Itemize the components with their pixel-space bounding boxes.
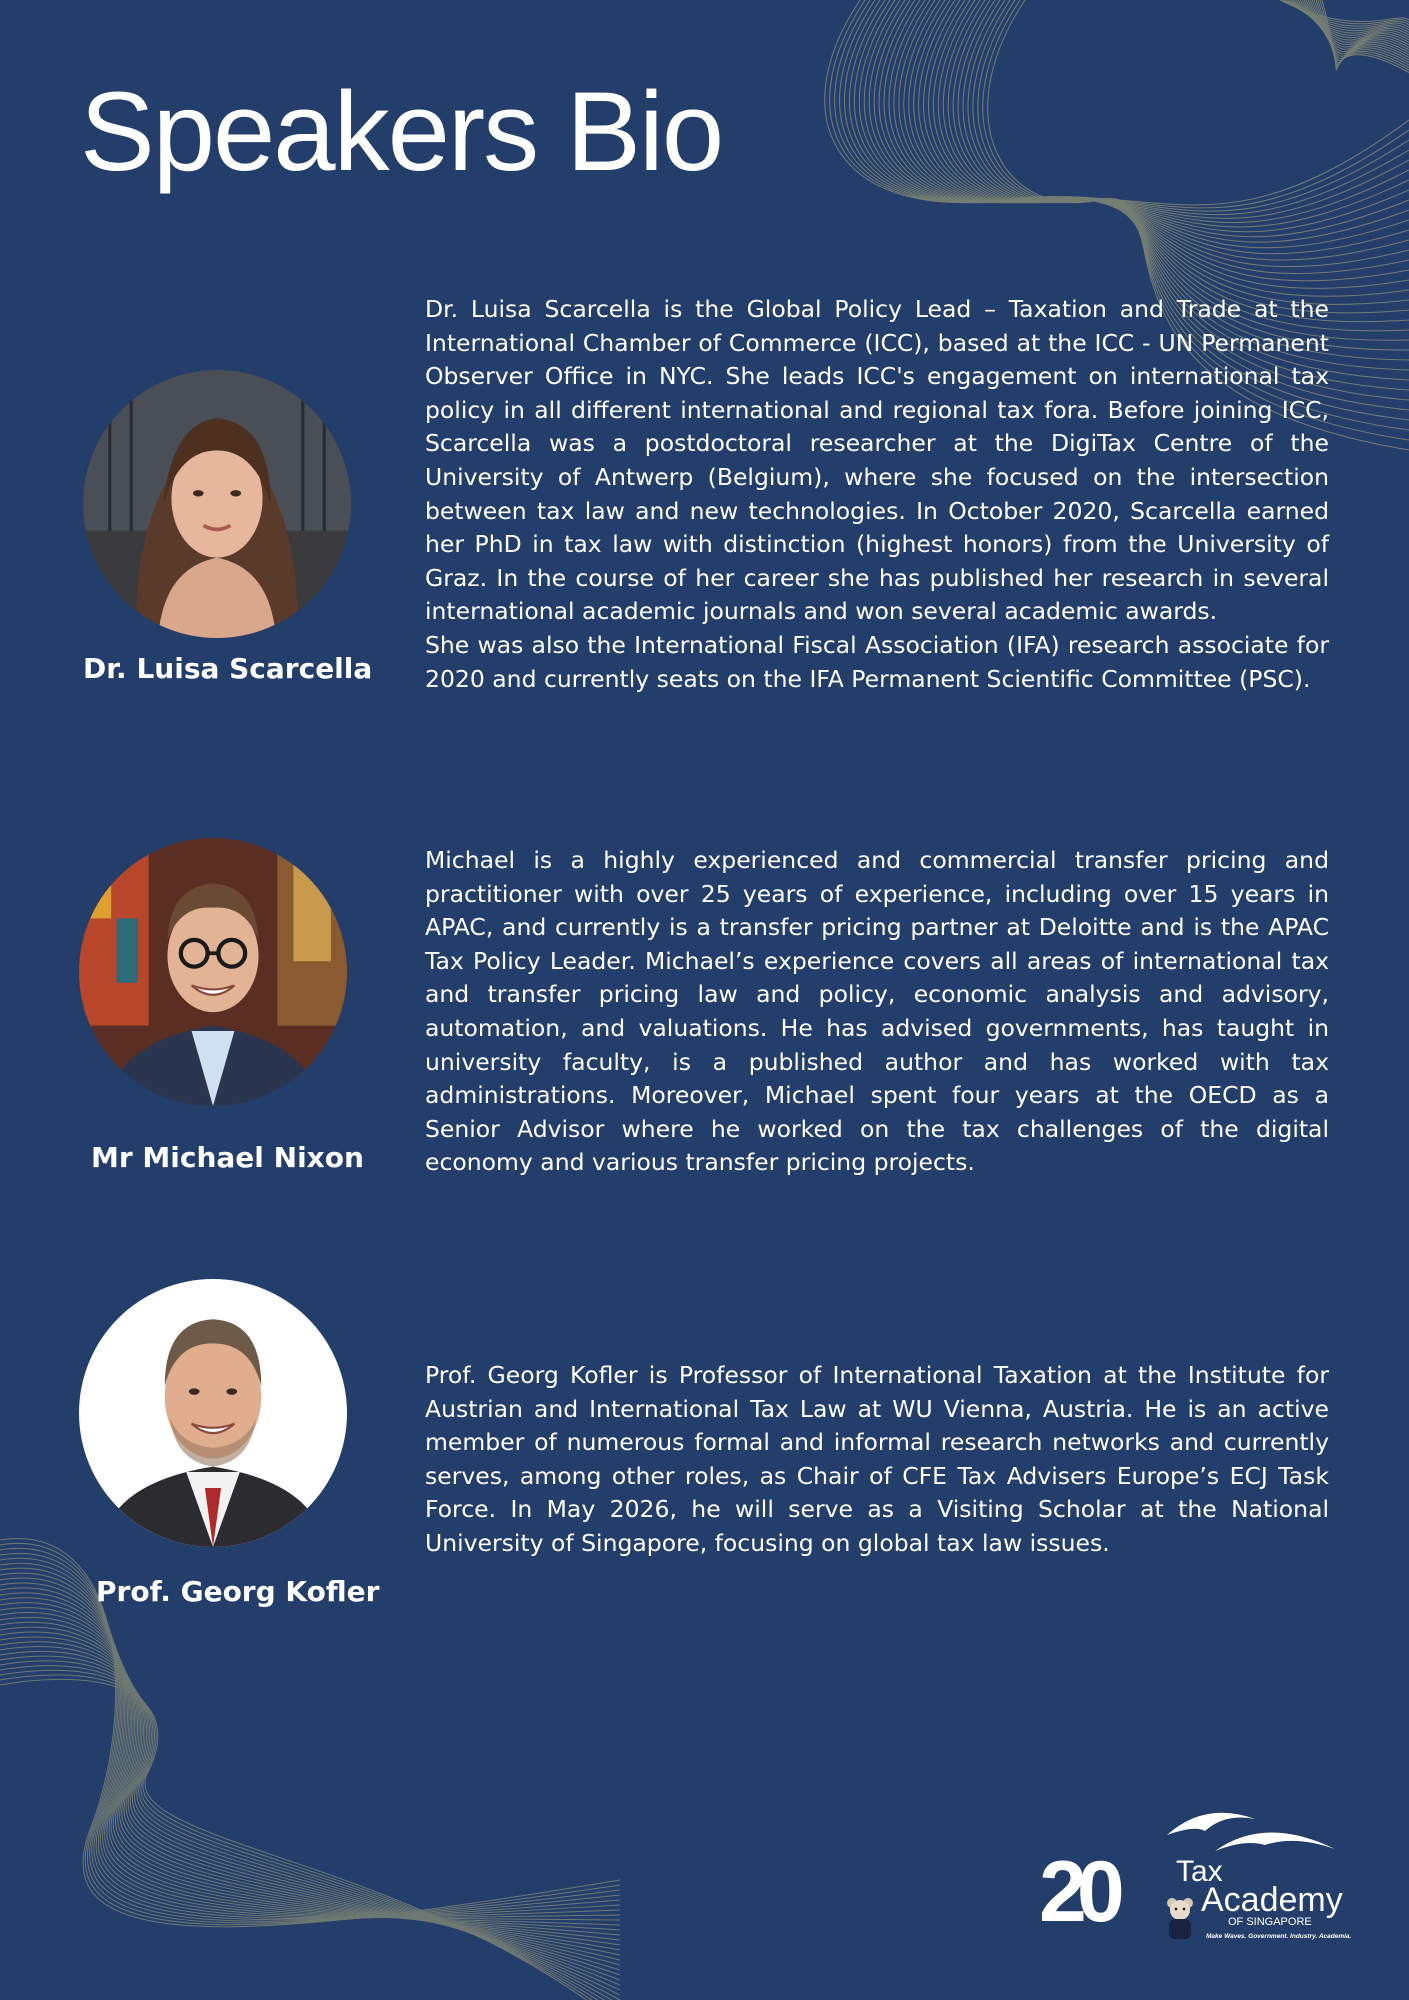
logo-line-academy: Academy bbox=[1201, 1881, 1343, 1919]
speaker-bio bbox=[425, 1359, 1329, 1561]
speaker-name: Prof. Georg Kofler bbox=[96, 1575, 380, 1608]
wave-bird-icon bbox=[1165, 1805, 1345, 1861]
bio-paragraph: Prof. Georg Kofler is Professor of International Taxation at the Institute for Austrian and International Tax Law at WU Vienna, Austria. He is an active member of numerous formal and informal research networks and currently serves, among other roles, as Chair of CFE Tax Advisers Europe’s ECJ Task Force. In May 2026, he will serve as a Visiting Scholar at the National University of Singapore, focusing on global tax law issues. bbox=[425, 1361, 1329, 1557]
bio-paragraph: Michael is a highly experienced and commercial transfer pricing and practitioner with over 25 years of experience, including over 15 years in APAC, and currently is a transfer pricing partner at Deloitte and is the APAC Tax Policy Leader. Michael’s experience covers all areas of international tax and transfer pricing law and policy, economic analysis and advisory, automation, and valuations. He has advised governments, has taught in university faculty, is a published author and has worked with tax administrations. Moreover, Michael spent four years at the OECD as a Senior Advisor where he worked on the tax challenges of the digital economy and various transfer pricing projects. bbox=[425, 846, 1329, 1177]
speaker-photo bbox=[83, 370, 351, 638]
mascot-bear-icon bbox=[1163, 1895, 1197, 1941]
speaker-photo bbox=[79, 1279, 347, 1547]
anniversary-number: 20 bbox=[1039, 1844, 1115, 1940]
portrait-image bbox=[83, 370, 351, 638]
bio-paragraph: Dr. Luisa Scarcella is the Global Policy Lead – Taxation and Trade at the International Chamber of Commerce (ICC), based at the ICC - UN Permanent Observer Office in NYC. She leads ICC's engagement on international tax policy in all different international and regional tax fora. Before joining ICC, Scarcella was a postdoctoral researcher at the DigiTax Centre of the University of Antwerp (Belgium), where she focused on the intersection between tax law and new technologies. In October 2020, Scarcella earned her PhD in tax law with distinction (highest honors) from the University of Graz. In the course of her career she has published her research in several international academic journals and won several academic awards. bbox=[425, 295, 1329, 626]
portrait-image bbox=[79, 838, 347, 1106]
portrait-image bbox=[79, 1279, 347, 1547]
speaker-name: Mr Michael Nixon bbox=[91, 1141, 364, 1174]
tax-academy-logo bbox=[1035, 1805, 1355, 1945]
speaker-photo bbox=[79, 838, 347, 1106]
page-title: Speakers Bio bbox=[80, 69, 723, 194]
logo-line-tax: Tax bbox=[1176, 1855, 1223, 1888]
bio-paragraph: She was also the International Fiscal Association (IFA) research associate for 2020 and currently seats on the IFA Permanent Scientific Committee (PSC). bbox=[425, 630, 1329, 693]
logo-line-singapore: OF SINGAPORE bbox=[1228, 1916, 1312, 1928]
speaker-bio bbox=[425, 293, 1329, 696]
logo-tagline: Make Waves. Government. Industry. Academia. bbox=[1206, 1933, 1352, 1940]
speaker-name: Dr. Luisa Scarcella bbox=[83, 652, 373, 685]
speaker-bio bbox=[425, 844, 1329, 1180]
